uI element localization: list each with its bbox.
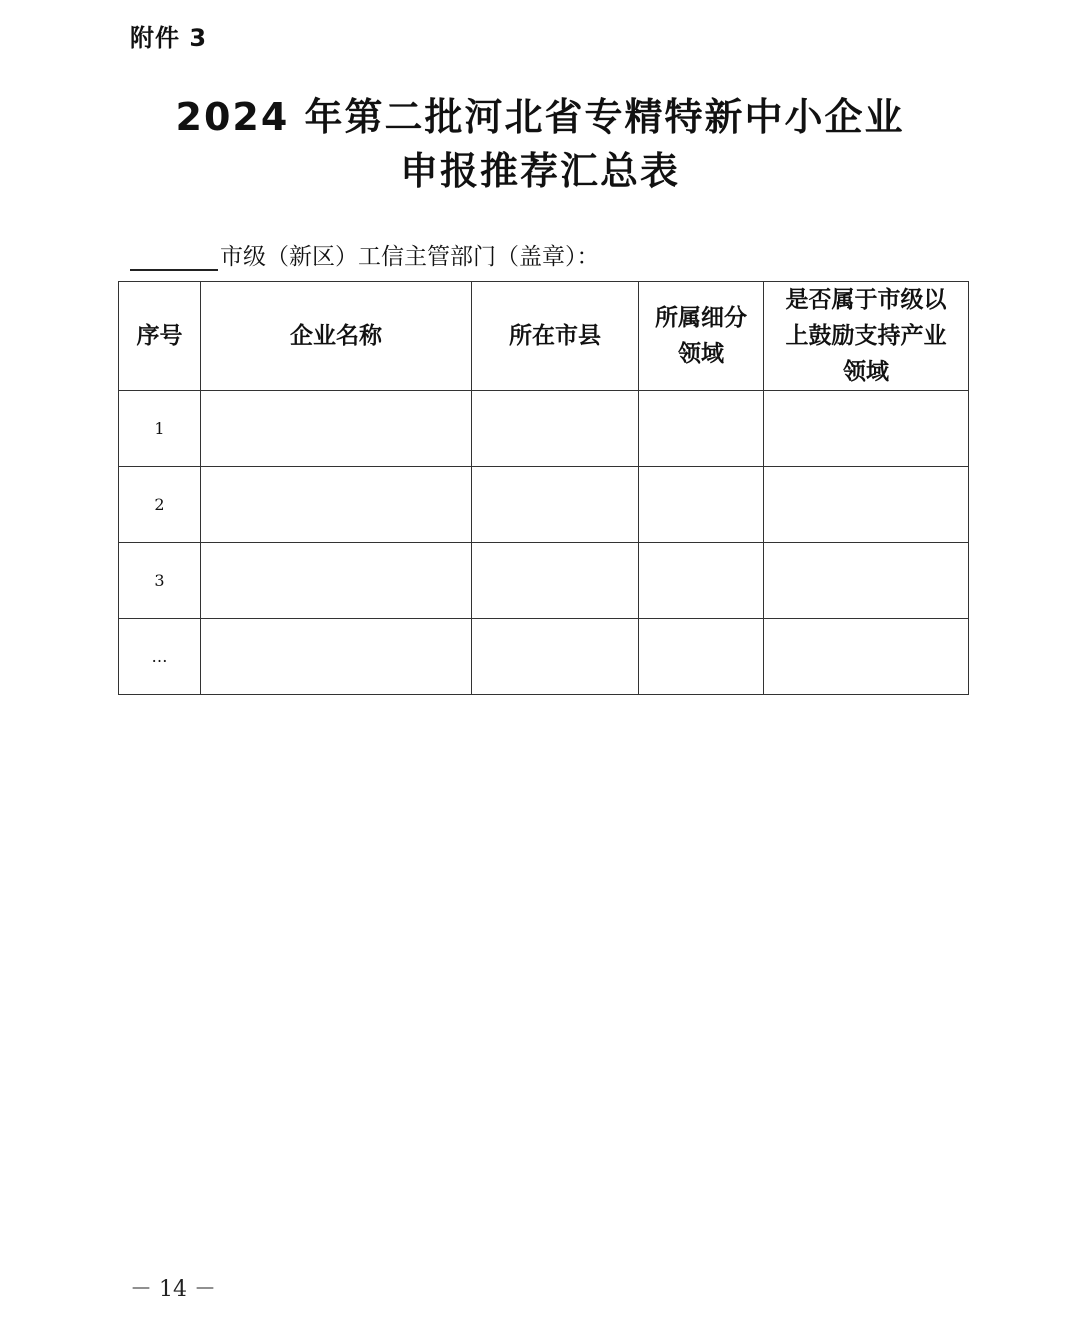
header-supported-industry xyxy=(764,282,969,391)
cell-index: … xyxy=(119,619,201,695)
cell-supported-industry[interactable] xyxy=(764,467,969,543)
cell-sub-field[interactable] xyxy=(639,467,764,543)
document-title-line-1: 2024 年第二批河北省专精特新中小企业 xyxy=(175,95,905,139)
cell-city-county[interactable] xyxy=(472,467,639,543)
cell-city-county[interactable] xyxy=(472,543,639,619)
cell-sub-field[interactable] xyxy=(639,619,764,695)
attachment-label: 附件 3 xyxy=(130,24,208,52)
stamp-text: 市级（新区）工信主管部门（盖章）： xyxy=(220,244,600,270)
city-name-blank xyxy=(130,245,218,271)
cell-index: 2 xyxy=(119,467,201,543)
header-supported-industry-line: 上鼓励支持产业 xyxy=(785,323,947,349)
cell-index: 1 xyxy=(119,391,201,467)
cell-supported-industry[interactable] xyxy=(764,619,969,695)
cell-city-county[interactable] xyxy=(472,391,639,467)
cell-company-name[interactable] xyxy=(201,543,472,619)
table-row xyxy=(119,619,969,695)
table-row xyxy=(119,543,969,619)
header-sub-field xyxy=(639,282,764,391)
cell-city-county[interactable] xyxy=(472,619,639,695)
cell-company-name[interactable] xyxy=(201,467,472,543)
cell-index: 3 xyxy=(119,543,201,619)
cell-supported-industry[interactable] xyxy=(764,543,969,619)
table-header-row xyxy=(119,282,969,391)
header-sub-field-line: 领域 xyxy=(678,341,724,367)
summary-table xyxy=(118,281,969,695)
stamp-line xyxy=(130,238,600,271)
document-title-line-2: 申报推荐汇总表 xyxy=(399,149,680,193)
header-company-name: 企业名称 xyxy=(201,282,472,391)
cell-sub-field[interactable] xyxy=(639,391,764,467)
header-sub-field-line: 所属细分 xyxy=(655,305,747,331)
header-supported-industry-line: 是否属于市级以 xyxy=(785,287,947,313)
table-row xyxy=(119,391,969,467)
table-row xyxy=(119,467,969,543)
header-index: 序号 xyxy=(119,282,201,391)
cell-supported-industry[interactable] xyxy=(764,391,969,467)
cell-company-name[interactable] xyxy=(201,391,472,467)
cell-company-name[interactable] xyxy=(201,619,472,695)
page-number: － 14 － xyxy=(130,1277,216,1302)
header-supported-industry-line: 领域 xyxy=(843,359,889,385)
cell-sub-field[interactable] xyxy=(639,543,764,619)
header-city-county: 所在市县 xyxy=(472,282,639,391)
